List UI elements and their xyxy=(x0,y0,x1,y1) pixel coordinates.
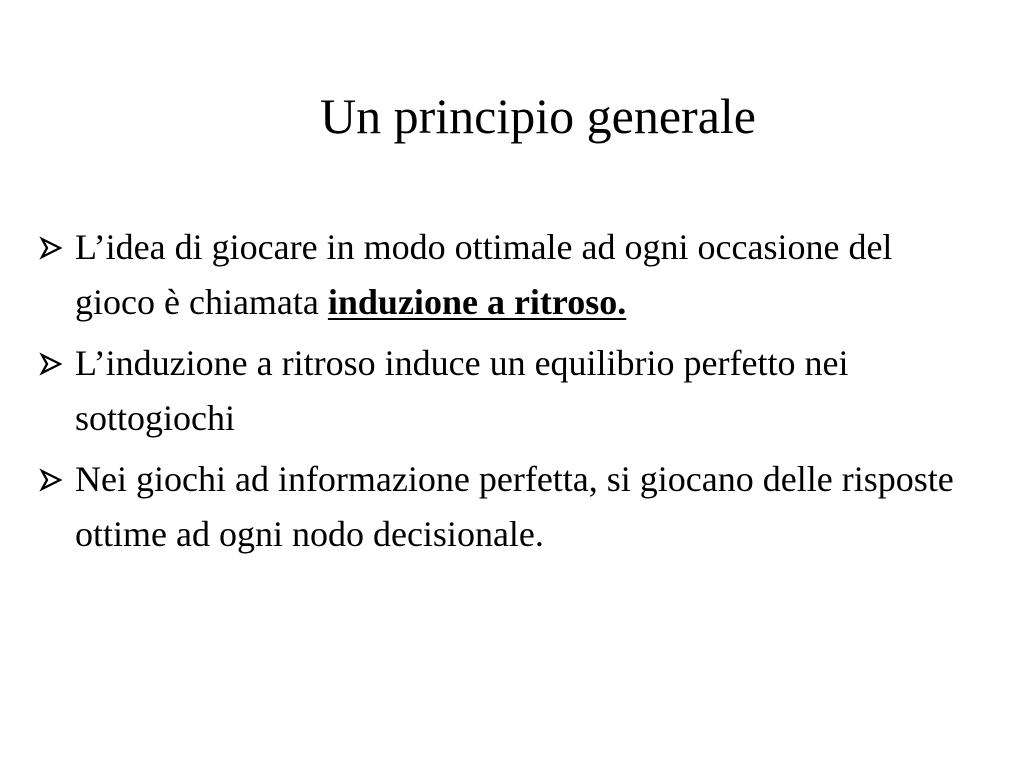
arrowhead-bullet-icon xyxy=(38,236,66,260)
bullet-text: Nei giochi ad informazione perfetta, si giocano delle risposte ottime ad ogni nodo decisionale. xyxy=(75,459,954,554)
bullet-item-subgame-perfect xyxy=(38,336,958,446)
arrowhead-bullet-icon xyxy=(38,468,66,492)
bullet-list xyxy=(38,220,958,568)
slide-title: Un principio generale xyxy=(320,88,756,144)
bullet-text: L’induzione a ritroso induce un equilibrio perfetto nei sottogiochi xyxy=(75,343,849,438)
bullet-item-perfect-information xyxy=(38,452,958,562)
bullet-text: L’idea di giocare in modo ottimale ad ogni occasione del gioco è chiamata xyxy=(75,227,893,322)
bullet-emphasis: induzione a ritroso. xyxy=(327,282,627,322)
bullet-item-backward-induction xyxy=(38,220,958,330)
arrowhead-bullet-icon xyxy=(38,352,66,376)
